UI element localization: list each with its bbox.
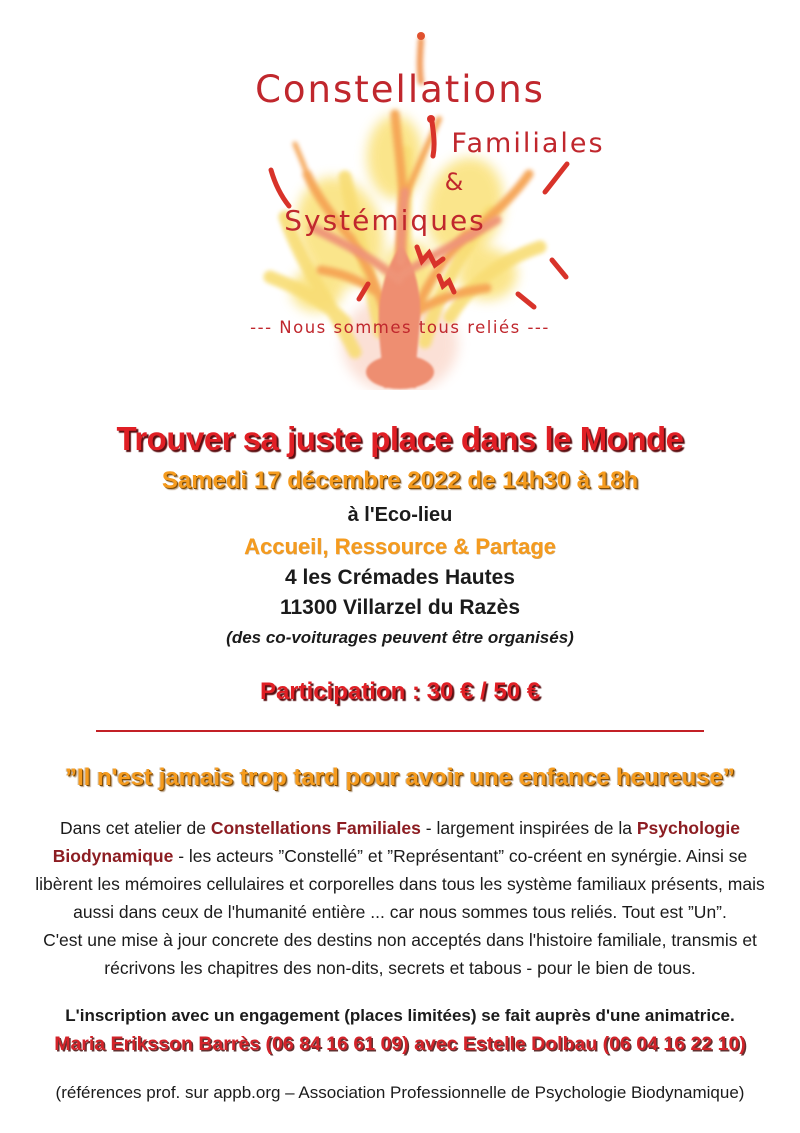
participation-fee: Participation : 30 € / 50 € — [259, 677, 541, 705]
venue-intro: à l'Eco-lieu — [347, 503, 453, 526]
address-city: 11300 Villarzel du Razès — [279, 595, 521, 619]
description-paragraph: Dans cet atelier de Constellations Familiales - largement inspirées de la Psychologie Biodynamique - les acteurs ”Constellé” et ”Représentant” co-créent en synérgie. Ainsi se libèrent les mémoires cellulaires et corporelles dans tous les système familiaux présents, mais aussi dans ceux de l'humanité entière ... car nous sommes tous reliés. Tout est ”Un”. C'est une mise à jour concrete des destins non acceptés dans l'histoire familiale, transmis et récrivons les chapitres des non-dits, secrets et tabous - pour le bien de tous. — [35, 817, 765, 978]
logo-tagline: --- Nous sommes tous reliés --- — [250, 318, 550, 337]
logo — [225, 22, 605, 390]
logo-word-familiales: Familiales — [451, 128, 605, 159]
registration-note: L'inscription avec un engagement (places limitées) se fait auprès d'une animatrice. — [65, 1005, 735, 1025]
address-street: 4 les Crémades Hautes — [285, 565, 515, 589]
registration-contacts: Maria Eriksson Barrès (06 84 16 61 09) avec Estelle Dolbau (06 04 16 22 10) — [54, 1032, 746, 1055]
event-datetime: Samedi 17 décembre 2022 de 14h30 à 18h — [161, 466, 639, 494]
venue-name: Accueil, Ressource & Partage — [244, 533, 556, 559]
separator-line — [96, 730, 704, 732]
quote-line: ”Il n'est jamais trop tard pour avoir une enfance heureuse” — [65, 763, 735, 791]
event-title: Trouver sa juste place dans le Monde — [116, 420, 684, 457]
logo-word-systemiques: Systémiques — [284, 204, 486, 237]
logo-ampersand: & — [444, 168, 466, 196]
footer-references: (références prof. sur appb.org – Association Professionnelle de Psychologie Biodynamique) — [55, 1082, 745, 1102]
carpool-note: (des co-voiturages peuvent être organisés) — [226, 627, 574, 647]
logo-word-constellations: Constellations — [255, 68, 545, 111]
